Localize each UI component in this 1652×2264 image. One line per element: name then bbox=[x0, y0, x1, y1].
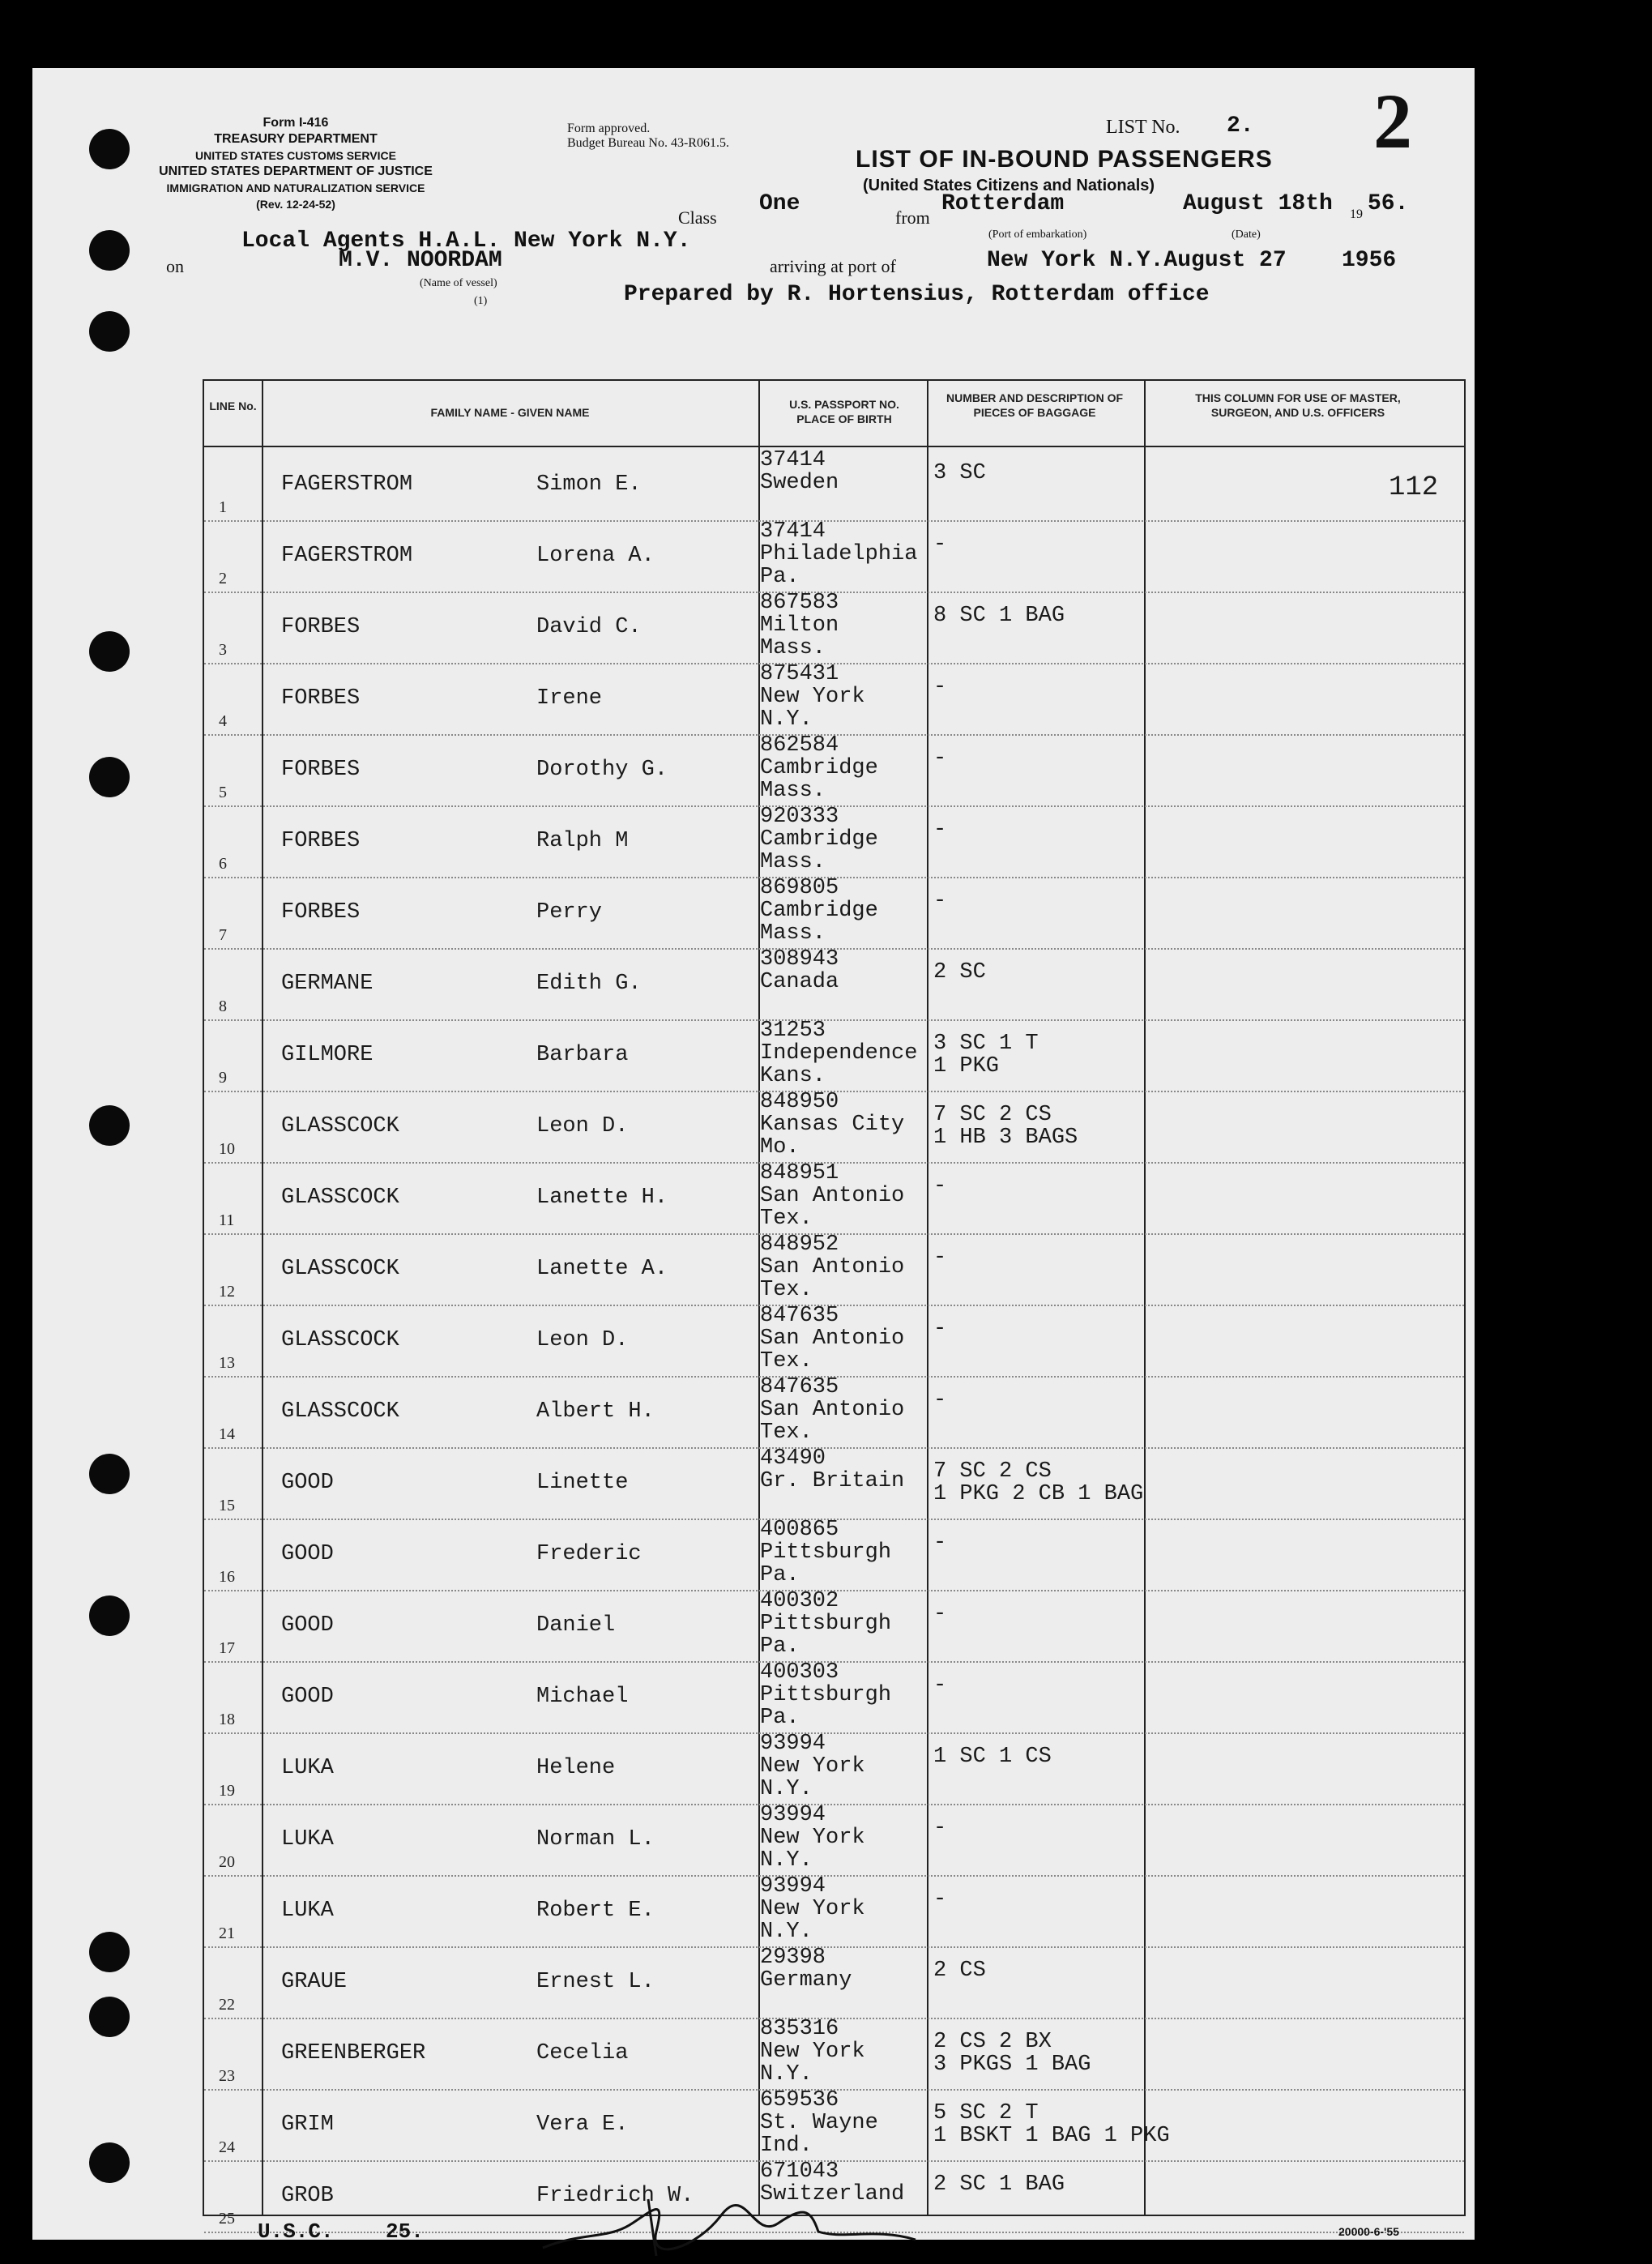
arrival-port-date: New York N.Y.August 27 bbox=[987, 248, 1287, 273]
line-number: 2 bbox=[219, 570, 227, 587]
place-of-birth: Germany bbox=[760, 1968, 852, 1993]
place-of-birth: Gr. Britain bbox=[760, 1469, 905, 1493]
passport-number: 93994 bbox=[760, 1732, 826, 1756]
on-label: on bbox=[166, 256, 184, 276]
place-of-birth-state: Mass. bbox=[760, 850, 826, 874]
baggage-pieces: - bbox=[933, 675, 947, 699]
passport-number: 400303 bbox=[760, 1660, 839, 1685]
binder-hole bbox=[89, 129, 130, 169]
baggage-pieces: 7 SC 2 CS bbox=[933, 1103, 1052, 1127]
line-number: 12 bbox=[219, 1283, 235, 1301]
baggage-pieces-extra: 1 HB 3 BAGS bbox=[933, 1126, 1078, 1150]
baggage-pieces: 8 SC 1 BAG bbox=[933, 604, 1065, 628]
baggage-pieces-extra: 1 BSKT 1 BAG 1 PKG bbox=[933, 2124, 1170, 2148]
line-number: 10 bbox=[219, 1140, 235, 1158]
line-number: 20 bbox=[219, 1853, 235, 1871]
binder-hole bbox=[89, 1932, 130, 1972]
line-number: 5 bbox=[219, 784, 227, 801]
place-of-birth-state: Tex. bbox=[760, 1349, 813, 1373]
place-of-birth: San Antonio bbox=[760, 1184, 905, 1208]
table-row bbox=[204, 1306, 1464, 1378]
line-number: 4 bbox=[219, 712, 227, 730]
family-name: FORBES bbox=[281, 758, 361, 782]
vessel-note: (1) bbox=[474, 295, 488, 307]
justice-dept: UNITED STATES DEPARTMENT OF JUSTICE bbox=[159, 164, 433, 178]
family-name: GOOD bbox=[281, 1542, 334, 1566]
passport-number: 93994 bbox=[760, 1874, 826, 1899]
line-number: 23 bbox=[219, 2067, 235, 2085]
given-name: Leon D. bbox=[536, 1114, 629, 1138]
passport-number: 867583 bbox=[760, 591, 839, 615]
place-of-birth: Kansas City bbox=[760, 1113, 905, 1137]
given-name: Michael bbox=[536, 1685, 629, 1709]
given-name: Simon E. bbox=[536, 472, 642, 497]
binder-hole bbox=[89, 1105, 130, 1146]
given-name: Norman L. bbox=[536, 1827, 655, 1852]
table-row bbox=[204, 1660, 1464, 1734]
passport-number: 875431 bbox=[760, 662, 839, 686]
date-caption: (Date) bbox=[1232, 229, 1261, 241]
list-no-value: 2. bbox=[1227, 113, 1254, 139]
given-name: Friedrich W. bbox=[536, 2184, 694, 2208]
line-number: 24 bbox=[219, 2138, 235, 2156]
line-number: 22 bbox=[219, 1996, 235, 2014]
departure-year: 56. bbox=[1368, 191, 1409, 216]
col-header-passport: U.S. PASSPORT NO. PLACE OF BIRTH bbox=[789, 398, 899, 425]
place-of-birth-state: N.Y. bbox=[760, 1920, 813, 1944]
table-row bbox=[204, 519, 1464, 593]
baggage-pieces: 2 SC 1 BAG bbox=[933, 2172, 1065, 2197]
place-of-birth: Philadelphia bbox=[760, 542, 918, 566]
line-number: 19 bbox=[219, 1782, 235, 1800]
line-number: 18 bbox=[219, 1711, 235, 1728]
given-name: David C. bbox=[536, 615, 642, 639]
table-row bbox=[204, 878, 1464, 950]
binder-hole bbox=[89, 631, 130, 672]
place-of-birth-state: Mass. bbox=[760, 921, 826, 946]
binder-hole bbox=[89, 1595, 130, 1636]
place-of-birth-state: N.Y. bbox=[760, 707, 813, 732]
place-of-birth-state: N.Y. bbox=[760, 1777, 813, 1801]
baggage-pieces: 3 SC bbox=[933, 461, 986, 485]
arrival-year: 1956 bbox=[1342, 248, 1397, 273]
table-row bbox=[204, 1805, 1464, 1877]
place-of-birth-state: Pa. bbox=[760, 1706, 800, 1730]
line-number: 17 bbox=[219, 1639, 235, 1657]
place-of-birth: Sweden bbox=[760, 471, 839, 495]
line-number: 15 bbox=[219, 1497, 235, 1514]
binder-hole bbox=[89, 311, 130, 352]
line-number: 13 bbox=[219, 1354, 235, 1372]
line-number: 9 bbox=[219, 1069, 227, 1087]
baggage-pieces: - bbox=[933, 1887, 947, 1912]
baggage-pieces: - bbox=[933, 1602, 947, 1626]
baggage-pieces: - bbox=[933, 889, 947, 913]
arriving-label: arriving at port of bbox=[770, 256, 896, 276]
col-header-name: FAMILY NAME - GIVEN NAME bbox=[430, 406, 590, 419]
baggage-pieces: - bbox=[933, 1531, 947, 1555]
place-of-birth-state: Ind. bbox=[760, 2134, 813, 2158]
baggage-pieces: 3 SC 1 T bbox=[933, 1032, 1039, 1056]
table-row bbox=[204, 1161, 1464, 1235]
family-name: FORBES bbox=[281, 829, 361, 853]
place-of-birth-state: Mass. bbox=[760, 636, 826, 660]
family-name: LUKA bbox=[281, 1827, 334, 1852]
family-name: GREENBERGER bbox=[281, 2041, 426, 2065]
baggage-pieces-extra: 1 PKG 2 CB 1 BAG bbox=[933, 1482, 1144, 1506]
given-name: Ralph M bbox=[536, 829, 629, 853]
passport-number: 848950 bbox=[760, 1090, 839, 1114]
passport-number: 862584 bbox=[760, 733, 839, 758]
passport-number: 835316 bbox=[760, 2017, 839, 2041]
family-name: GERMANE bbox=[281, 972, 374, 996]
place-of-birth-state: Tex. bbox=[760, 1420, 813, 1445]
place-of-birth: San Antonio bbox=[760, 1398, 905, 1422]
baggage-pieces: - bbox=[933, 1816, 947, 1840]
prepared-by: Prepared by R. Hortensius, Rotterdam office bbox=[624, 282, 1210, 307]
line-number: 11 bbox=[219, 1211, 235, 1229]
baggage-pieces: - bbox=[933, 1174, 947, 1198]
baggage-pieces: 2 CS 2 BX bbox=[933, 2030, 1052, 2054]
binder-hole bbox=[89, 1454, 130, 1494]
family-name: LUKA bbox=[281, 1756, 334, 1780]
departure-date: August 18th bbox=[1183, 191, 1333, 216]
given-name: Lanette H. bbox=[536, 1185, 668, 1210]
family-name: GOOD bbox=[281, 1685, 334, 1709]
table-row bbox=[204, 1375, 1464, 1449]
given-name: Perry bbox=[536, 900, 603, 925]
table-row bbox=[204, 1734, 1464, 1805]
place-of-birth: New York bbox=[760, 2040, 865, 2064]
place-of-birth-state: N.Y. bbox=[760, 2062, 813, 2087]
given-name: Linette bbox=[536, 1471, 629, 1495]
place-of-birth: New York bbox=[760, 1754, 865, 1779]
place-of-birth: San Antonio bbox=[760, 1255, 905, 1279]
given-name: Helene bbox=[536, 1756, 616, 1780]
place-of-birth: Cambridge bbox=[760, 899, 878, 923]
place-of-birth-state: Pa. bbox=[760, 1634, 800, 1659]
place-of-birth-state: Mass. bbox=[760, 779, 826, 803]
family-name: GROB bbox=[281, 2184, 334, 2208]
place-of-birth-state: Kans. bbox=[760, 1064, 826, 1088]
table-row bbox=[204, 448, 1464, 522]
given-name: Albert H. bbox=[536, 1399, 655, 1424]
treasury-dept: TREASURY DEPARTMENT bbox=[214, 132, 378, 146]
place-of-birth: Canada bbox=[760, 970, 839, 994]
table-row bbox=[204, 1948, 1464, 2019]
passport-number: 920333 bbox=[760, 805, 839, 829]
port-embarkation-caption: (Port of embarkation) bbox=[988, 229, 1087, 241]
table-row bbox=[204, 1021, 1464, 1092]
line-number: 1 bbox=[219, 498, 227, 516]
line-number: 6 bbox=[219, 855, 227, 873]
table-row bbox=[204, 807, 1464, 878]
budget-bureau: Budget Bureau No. 43-R061.5. bbox=[567, 136, 729, 150]
family-name: GILMORE bbox=[281, 1043, 374, 1067]
family-name: FAGERSTROM bbox=[281, 544, 413, 568]
passport-number: 37414 bbox=[760, 448, 826, 472]
table-row bbox=[204, 593, 1464, 664]
baggage-pieces: - bbox=[933, 1388, 947, 1412]
table-row bbox=[204, 947, 1464, 1021]
passenger-table bbox=[203, 379, 1466, 2228]
usc-label: U.S.C. bbox=[258, 2219, 334, 2244]
form-number: Form I-416 bbox=[263, 116, 329, 130]
family-name: FORBES bbox=[281, 615, 361, 639]
given-name: Ernest L. bbox=[536, 1970, 655, 1994]
family-name: GOOD bbox=[281, 1471, 334, 1495]
year-prefix: 19 bbox=[1350, 207, 1363, 221]
table-row bbox=[204, 1092, 1464, 1164]
passport-number: 659536 bbox=[760, 2088, 839, 2112]
table-row bbox=[204, 1874, 1464, 1948]
baggage-pieces: - bbox=[933, 1245, 947, 1270]
given-name: Leon D. bbox=[536, 1328, 629, 1352]
col-header-officers: THIS COLUMN FOR USE OF MASTER, SURGEON, AND U.S. OFFICERS bbox=[1195, 391, 1401, 419]
passport-number: 848951 bbox=[760, 1161, 839, 1185]
baggage-pieces: - bbox=[933, 746, 947, 771]
passport-number: 869805 bbox=[760, 876, 839, 900]
given-name: Frederic bbox=[536, 1542, 642, 1566]
passport-number: 93994 bbox=[760, 1803, 826, 1827]
baggage-pieces: - bbox=[933, 1317, 947, 1341]
baggage-pieces-extra: 3 PKGS 1 BAG bbox=[933, 2053, 1091, 2077]
from-label: from bbox=[895, 207, 930, 228]
table-row bbox=[204, 1446, 1464, 1520]
table-row bbox=[204, 2019, 1464, 2091]
place-of-birth: New York bbox=[760, 1826, 865, 1850]
place-of-birth: Pittsburgh bbox=[760, 1683, 892, 1707]
passport-number: 31253 bbox=[760, 1019, 826, 1043]
vessel-caption: (Name of vessel) bbox=[420, 277, 497, 289]
officer-note: 112 bbox=[1389, 472, 1439, 503]
signature bbox=[535, 2183, 956, 2264]
family-name: GLASSCOCK bbox=[281, 1257, 399, 1281]
line-number: 21 bbox=[219, 1924, 235, 1942]
passport-number: 847635 bbox=[760, 1375, 839, 1399]
place-of-birth: Pittsburgh bbox=[760, 1612, 892, 1636]
table-row bbox=[204, 733, 1464, 807]
baggage-pieces: 2 SC bbox=[933, 960, 986, 985]
col-header-line-no: LINE No. bbox=[209, 399, 257, 412]
place-of-birth: Pittsburgh bbox=[760, 1540, 892, 1565]
place-of-birth-state: Pa. bbox=[760, 1563, 800, 1587]
family-name: GLASSCOCK bbox=[281, 1114, 399, 1138]
family-name: GLASSCOCK bbox=[281, 1185, 399, 1210]
passport-number: 43490 bbox=[760, 1446, 826, 1471]
table-row bbox=[204, 1520, 1464, 1591]
class-label: Class bbox=[678, 207, 717, 228]
place-of-birth-state: Pa. bbox=[760, 565, 800, 589]
given-name: Lanette A. bbox=[536, 1257, 668, 1281]
table-row bbox=[204, 664, 1464, 736]
page-number: 2 bbox=[1373, 78, 1412, 164]
family-name: GLASSCOCK bbox=[281, 1328, 399, 1352]
family-name: GRIM bbox=[281, 2112, 334, 2137]
place-of-birth-state: Tex. bbox=[760, 1207, 813, 1231]
manifest-sheet bbox=[32, 68, 1475, 2244]
baggage-pieces: - bbox=[933, 1673, 947, 1698]
given-name: Lorena A. bbox=[536, 544, 655, 568]
line-number: 14 bbox=[219, 1425, 235, 1443]
usc-count: 25. bbox=[386, 2219, 424, 2244]
binder-hole bbox=[89, 757, 130, 797]
passport-number: 848952 bbox=[760, 1232, 839, 1257]
given-name: Edith G. bbox=[536, 972, 642, 996]
given-name: Vera E. bbox=[536, 2112, 629, 2137]
binder-hole bbox=[89, 1997, 130, 2037]
line-number: 7 bbox=[219, 926, 227, 944]
given-name: Cecelia bbox=[536, 2041, 629, 2065]
family-name: LUKA bbox=[281, 1899, 334, 1923]
place-of-birth: New York bbox=[760, 685, 865, 709]
place-of-birth: Cambridge bbox=[760, 756, 878, 780]
baggage-pieces: 1 SC 1 CS bbox=[933, 1745, 1052, 1769]
port-embarkation: Rotterdam bbox=[941, 191, 1065, 216]
place-of-birth: Switzerland bbox=[760, 2182, 905, 2206]
baggage-pieces: 2 CS bbox=[933, 1959, 986, 1983]
vessel-name: M.V. NOORDAM bbox=[339, 248, 502, 273]
family-name: GRAUE bbox=[281, 1970, 348, 1994]
binder-hole bbox=[89, 2142, 130, 2183]
passport-number: 308943 bbox=[760, 947, 839, 972]
place-of-birth-state: N.Y. bbox=[760, 1848, 813, 1873]
table-row bbox=[204, 2088, 1464, 2162]
family-name: GLASSCOCK bbox=[281, 1399, 399, 1424]
table-row bbox=[204, 1232, 1464, 1306]
given-name: Robert E. bbox=[536, 1899, 655, 1923]
binder-hole bbox=[89, 230, 130, 271]
baggage-pieces: - bbox=[933, 818, 947, 842]
place-of-birth: Milton bbox=[760, 613, 839, 638]
passport-number: 37414 bbox=[760, 519, 826, 544]
place-of-birth-state: Tex. bbox=[760, 1278, 813, 1302]
baggage-pieces: - bbox=[933, 532, 947, 557]
ins-service: IMMIGRATION AND NATURALIZATION SERVICE bbox=[166, 182, 425, 194]
form-approved: Form approved. bbox=[567, 122, 651, 135]
passport-number: 400302 bbox=[760, 1589, 839, 1613]
col-header-baggage: NUMBER AND DESCRIPTION OF PIECES OF BAGGAGE bbox=[946, 391, 1124, 419]
baggage-pieces: 5 SC 2 T bbox=[933, 2101, 1039, 2125]
line-number: 3 bbox=[219, 641, 227, 659]
line-number: 8 bbox=[219, 997, 227, 1015]
baggage-pieces: 7 SC 2 CS bbox=[933, 1459, 1052, 1484]
local-agents: Local Agents H.A.L. New York N.Y. bbox=[241, 229, 691, 254]
place-of-birth: New York bbox=[760, 1897, 865, 1921]
line-number: 16 bbox=[219, 1568, 235, 1586]
form-subtitle: (United States Citizens and Nationals) bbox=[863, 177, 1155, 194]
place-of-birth: Cambridge bbox=[760, 827, 878, 852]
place-of-birth-state: Mo. bbox=[760, 1135, 800, 1160]
place-of-birth: San Antonio bbox=[760, 1326, 905, 1351]
family-name: FORBES bbox=[281, 686, 361, 711]
passport-number: 29398 bbox=[760, 1946, 826, 1970]
family-name: FORBES bbox=[281, 900, 361, 925]
family-name: FAGERSTROM bbox=[281, 472, 413, 497]
given-name: Barbara bbox=[536, 1043, 629, 1067]
given-name: Irene bbox=[536, 686, 603, 711]
family-name: GOOD bbox=[281, 1613, 334, 1638]
place-of-birth: St. Wayne bbox=[760, 2111, 878, 2135]
list-no-label: LIST No. bbox=[1106, 117, 1180, 138]
given-name: Dorothy G. bbox=[536, 758, 668, 782]
class-value: One bbox=[759, 191, 800, 216]
table-row bbox=[204, 1591, 1464, 1663]
given-name: Daniel bbox=[536, 1613, 616, 1638]
customs-service: UNITED STATES CUSTOMS SERVICE bbox=[195, 149, 396, 162]
revision: (Rev. 12-24-52) bbox=[256, 198, 335, 211]
passport-number: 400865 bbox=[760, 1518, 839, 1542]
form-print-number: 20000-6-'55 bbox=[1338, 2225, 1399, 2238]
baggage-pieces-extra: 1 PKG bbox=[933, 1054, 1000, 1079]
place-of-birth: Independence bbox=[760, 1041, 918, 1066]
passport-number: 671043 bbox=[760, 2159, 839, 2184]
line-number: 25 bbox=[219, 2210, 235, 2228]
form-title: LIST OF IN-BOUND PASSENGERS bbox=[856, 146, 1273, 173]
passport-number: 847635 bbox=[760, 1304, 839, 1328]
